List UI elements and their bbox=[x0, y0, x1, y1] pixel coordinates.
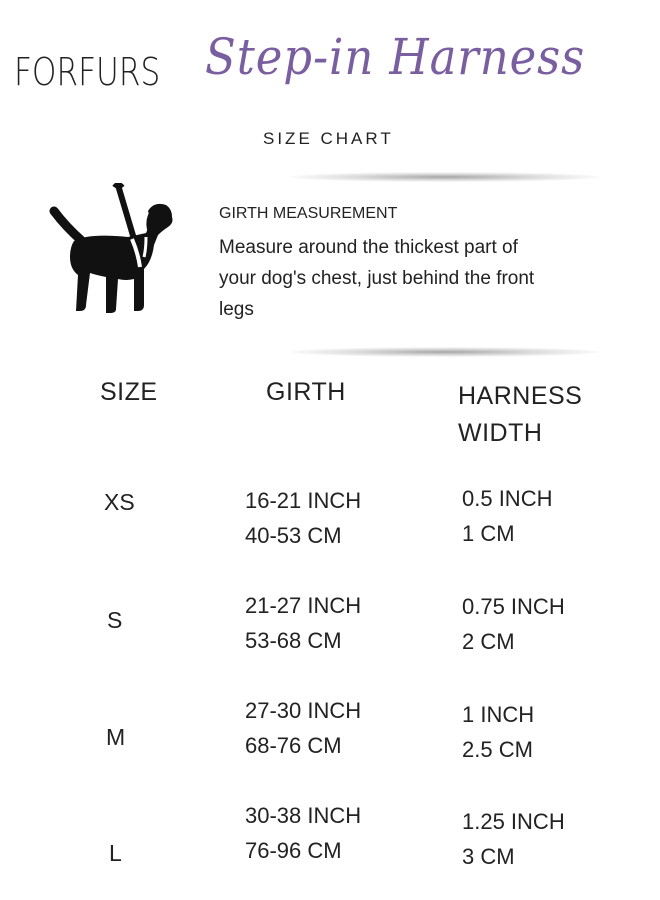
size-s-width bbox=[462, 589, 565, 659]
size-xs-width bbox=[462, 481, 552, 551]
size-m-girth-inch: 27-30 INCH bbox=[245, 698, 362, 723]
measurement-heading: GIRTH MEASUREMENT bbox=[219, 205, 398, 222]
column-header-harness-width-line2: WIDTH bbox=[458, 419, 543, 447]
size-l-girth-cm: 76-96 CM bbox=[245, 838, 342, 863]
size-m-girth bbox=[245, 693, 361, 763]
size-m-girth-cm: 68-76 CM bbox=[245, 733, 342, 758]
size-s-label: S bbox=[107, 607, 123, 633]
size-xs-label: XS bbox=[104, 489, 135, 515]
size-xs-width-inch: 0.5 INCH bbox=[462, 486, 553, 511]
column-header-size: SIZE bbox=[100, 378, 158, 406]
size-l-girth-inch: 30-38 INCH bbox=[245, 803, 362, 828]
size-l-girth bbox=[245, 798, 361, 868]
dog-silhouette-icon bbox=[48, 183, 176, 315]
brand-logo: FORFURS bbox=[14, 50, 161, 94]
size-m-width-cm: 2.5 CM bbox=[462, 737, 533, 762]
divider-bottom bbox=[290, 347, 600, 357]
size-xs-girth bbox=[245, 483, 361, 553]
size-m-width bbox=[462, 697, 534, 767]
size-s-width-inch: 0.75 INCH bbox=[462, 594, 565, 619]
size-s-width-cm: 2 CM bbox=[462, 629, 515, 654]
size-s-girth bbox=[245, 588, 361, 658]
size-s-girth-inch: 21-27 INCH bbox=[245, 593, 362, 618]
size-l-width bbox=[462, 804, 565, 874]
size-xs-width-cm: 1 CM bbox=[462, 521, 515, 546]
size-xs-girth-inch: 16-21 INCH bbox=[245, 488, 362, 513]
column-header-harness-width bbox=[458, 378, 598, 452]
size-s-girth-cm: 53-68 CM bbox=[245, 628, 342, 653]
size-xs-girth-cm: 40-53 CM bbox=[245, 523, 342, 548]
page-title: Step-in Harness bbox=[205, 28, 586, 86]
size-l-width-inch: 1.25 INCH bbox=[462, 809, 565, 834]
column-header-harness-width-line1: HARNESS bbox=[458, 382, 583, 410]
page-subtitle: SIZE CHART bbox=[263, 129, 394, 148]
size-m-width-inch: 1 INCH bbox=[462, 702, 535, 727]
size-m-label: M bbox=[106, 724, 126, 750]
size-l-width-cm: 3 CM bbox=[462, 844, 515, 869]
column-header-girth: GIRTH bbox=[266, 378, 346, 406]
divider-top bbox=[290, 172, 600, 182]
measurement-description: Measure around the thickest part of your dog's chest, just behind the front legs bbox=[219, 237, 535, 320]
size-l-label: L bbox=[109, 840, 122, 866]
